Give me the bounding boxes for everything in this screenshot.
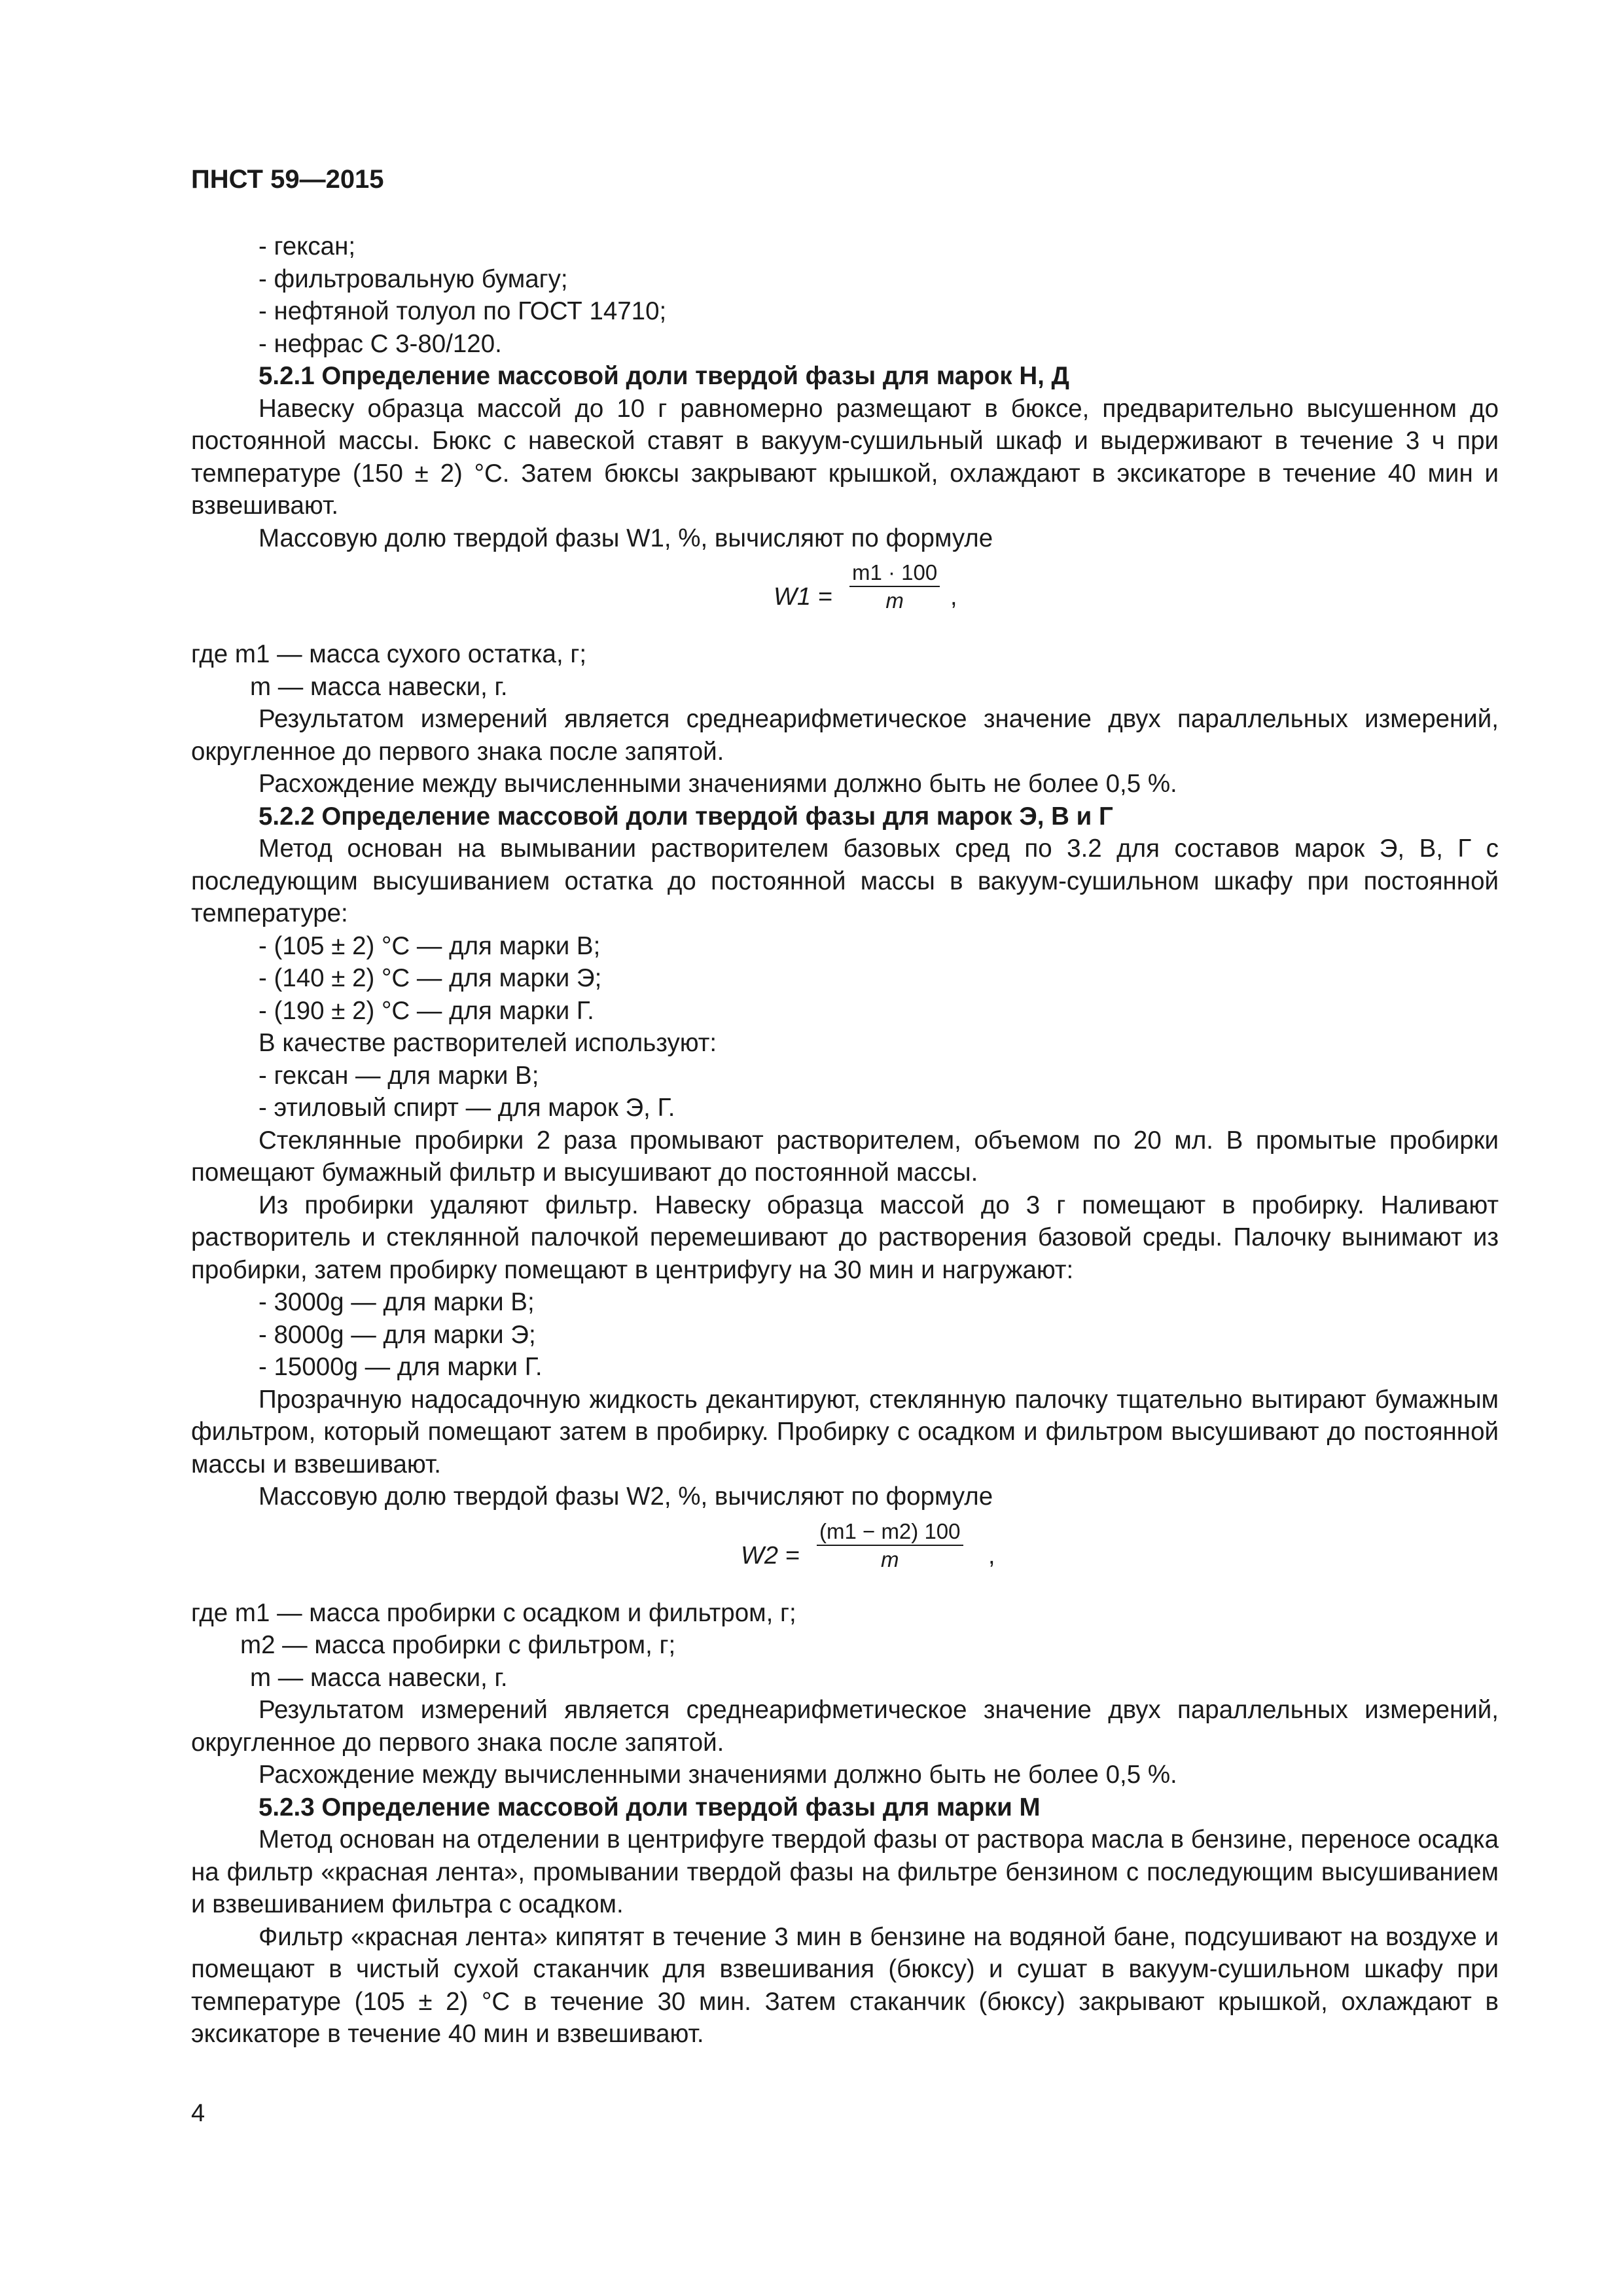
paragraph: Фильтр «красная лента» кипятят в течение 3 мин в бензине на водяной бане, подсушивают на воздухе и помещают в чистый сухой стаканчик для взвешивания (бюксу) и сушат в вакуум-сушильном шкафу при температуре (105 ± 2) °С в течение 30 мин. Затем стаканчик (бюксу) закрывают крышкой, охлаждают в эксикаторе в течение 40 мин и взвешивают. <box>191 1922 1499 2048</box>
list-item: - фильтровальную бумагу; <box>259 264 568 293</box>
paragraph: Метод основан на вымывании растворителем базовых сред по 3.2 для составов марок Э, В, Г с последующим высушиванием остатка до постоянной массы в вакуум-сушильном шкафу при постоянной температуре: <box>191 834 1499 927</box>
paragraph: Из пробирки удаляют фильтр. Навеску образца массой до 3 г помещают в пробирку. Наливают растворитель и стеклянной палочкой перемешивают до растворения базовой среды. Палочку вынимают из пробирки, затем пробирку помещают в центрифугу на 30 мин и нагружают: <box>191 1191 1499 1284</box>
paragraph: Результатом измерений является среднеарифметическое значение двух параллельных измерений, округленное до первого знака после запятой. <box>191 1696 1499 1757</box>
list-item: - 15000g — для марки Г. <box>259 1353 543 1381</box>
list-item: - 8000g — для марки Э; <box>259 1320 536 1349</box>
paragraph: Расхождение между вычисленными значениями должно быть не более 0,5 %. <box>259 770 1177 798</box>
where-line: m — масса навески, г. <box>250 1663 508 1692</box>
formula-w2 <box>191 1513 1499 1597</box>
section-heading-5-2-2: 5.2.2 Определение массовой доли твердой фазы для марок Э, В и Г <box>259 802 1113 831</box>
paragraph: Прозрачную надосадочную жидкость декантируют, стеклянную палочку тщательно вытирают бумажным фильтром, который помещают затем в пробирку. Пробирку с осадком и фильтром высушивают до постоянной массы и взвешивают. <box>191 1385 1499 1479</box>
formula-denominator: m <box>885 588 904 613</box>
paragraph: В качестве растворителей используют: <box>259 1029 717 1057</box>
where-line: m2 — масса пробирки с фильтром, г; <box>240 1631 676 1659</box>
list-item: - (190 ± 2) °С — для марки Г. <box>259 996 594 1025</box>
formula-numerator: m1 · 100 <box>852 560 938 584</box>
list-item: - 3000g — для марки В; <box>259 1288 535 1316</box>
formula-fraction <box>849 560 940 615</box>
paragraph: Результатом измерений является среднеарифметическое значение двух параллельных измерений, округленное до первого знака после запятой. <box>191 705 1499 766</box>
formula-comma: , <box>988 1541 995 1570</box>
list-item: - гексан — для марки В; <box>259 1061 539 1090</box>
page-number: 4 <box>191 2100 205 2127</box>
where-line: где m1 — масса пробирки с осадком и фильтром, г; <box>191 1598 796 1627</box>
formula-numerator: (m1 − m2) 100 <box>819 1518 961 1543</box>
page-body <box>191 230 1499 2051</box>
list-item: - гексан; <box>259 232 356 260</box>
formula-lhs: W2 = <box>741 1541 800 1570</box>
formula-w1 <box>191 554 1499 638</box>
formula-fraction <box>817 1518 963 1573</box>
where-line: где m1 — масса сухого остатка, г; <box>191 640 587 668</box>
list-item: - (105 ± 2) °С — для марки В; <box>259 931 601 960</box>
document-header: ПНСТ 59—2015 <box>191 165 384 194</box>
formula-intro: Массовую долю твердой фазы W2, %, вычисляют по формуле <box>259 1482 993 1511</box>
section-heading-5-2-1: 5.2.1 Определение массовой доли твердой фазы для марок Н, Д <box>259 362 1069 390</box>
paragraph: Стеклянные пробирки 2 раза промывают растворителем, объемом по 20 мл. В промытые пробирки помещают бумажный фильтр и высушивают до постоянной массы. <box>191 1126 1499 1187</box>
formula-comma: , <box>950 583 957 611</box>
formula-intro: Массовую долю твердой фазы W1, %, вычисляют по формуле <box>259 524 993 552</box>
paragraph: Навеску образца массой до 10 г равномерно размещают в бюксе, предварительно высушенном до постоянной массы. Бюкс с навеской ставят в вакуум-сушильный шкаф и выдерживают в течение 3 ч при температуре (150 ± 2) °С. Затем бюксы закрывают крышкой, охлаждают в эксикаторе в течение 40 мин и взвешивают. <box>191 394 1499 520</box>
formula-denominator: m <box>881 1547 899 1571</box>
paragraph: Расхождение между вычисленными значениями должно быть не более 0,5 %. <box>259 1761 1177 1789</box>
list-item: - (140 ± 2) °С — для марки Э; <box>259 964 602 992</box>
formula-lhs: W1 = <box>774 583 832 611</box>
paragraph: Метод основан на отделении в центрифуге твердой фазы от раствора масла в бензине, переносе осадка на фильтр «красная лента», промывании твердой фазы на фильтре бензином с последующим высушиванием и взвешиванием фильтра с осадком. <box>191 1825 1499 1918</box>
section-heading-5-2-3: 5.2.3 Определение массовой доли твердой фазы для марки М <box>259 1793 1041 1821</box>
list-item: - этиловый спирт — для марок Э, Г. <box>259 1094 675 1122</box>
list-item: - нефтяной толуол по ГОСТ 14710; <box>259 297 667 325</box>
list-item: - нефрас С 3-80/120. <box>259 329 502 358</box>
where-line: m — масса навески, г. <box>250 672 508 701</box>
